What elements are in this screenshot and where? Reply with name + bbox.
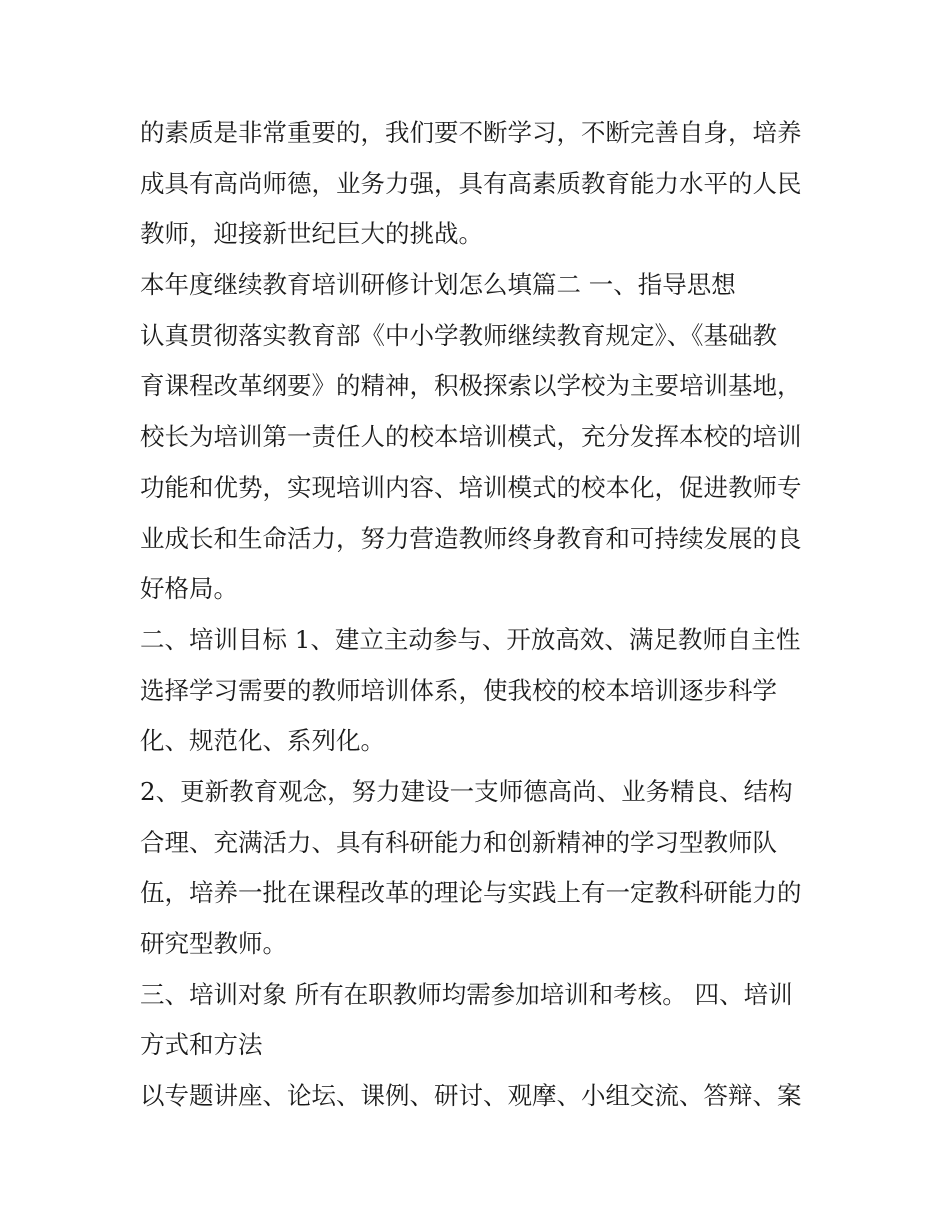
text-line: 选择学习需要的教师培训体系，使我校的校本培训逐步科学 xyxy=(140,675,777,705)
section-heading-line: 二、培训目标 1、建立主动参与、开放高效、满足教师自主性 xyxy=(140,624,801,654)
text-line: 合理、充满活力、具有科研能力和创新精神的学习型教师队 xyxy=(140,827,777,857)
text-line: 业成长和生命活力，努力营造教师终身教育和可持续发展的良 xyxy=(140,523,802,553)
text-line: 伍，培养一批在课程改革的理论与实践上有一定教科研能力的 xyxy=(140,878,802,908)
section-heading-line: 三、培训对象 所有在职教师均需参加培训和考核。 四、培训 xyxy=(140,979,793,1009)
text-line: 研究型教师。 xyxy=(140,929,287,958)
text-line: 认真贯彻落实教育部《中小学教师继续教育规定》、《基础教 xyxy=(140,320,777,350)
text-line: 好格局。 xyxy=(140,574,238,604)
text-line: 校长为培训第一责任人的校本培训模式，充分发挥本校的培训 xyxy=(140,422,802,452)
text-line: 2、更新教育观念，努力建设一支师德高尚、业务精良、结构 xyxy=(140,776,793,806)
text-line: 以专题讲座、论坛、课例、研讨、观摩、小组交流、答辩、案 xyxy=(140,1081,802,1111)
section-heading-line: 本年度继续教育培训研修计划怎么填篇二 一、指导思想 xyxy=(140,270,736,300)
text-line: 教师，迎接新世纪巨大的挑战。 xyxy=(140,219,483,249)
text-line: 功能和优势，实现培训内容、培训模式的校本化，促进教师专 xyxy=(140,472,802,502)
text-line: 成具有高尚师德，业务力强，具有高素质教育能力水平的人民 xyxy=(140,168,802,198)
text-line: 育课程改革纲要》的精神，积极探索以学校为主要培训基地， xyxy=(140,371,802,401)
document-body xyxy=(140,108,820,1122)
text-line: 化、规范化、系列化。 xyxy=(140,726,385,756)
text-line: 方式和方法 xyxy=(140,1030,263,1060)
text-line: 的素质是非常重要的，我们要不断学习，不断完善自身，培养 xyxy=(140,118,802,147)
